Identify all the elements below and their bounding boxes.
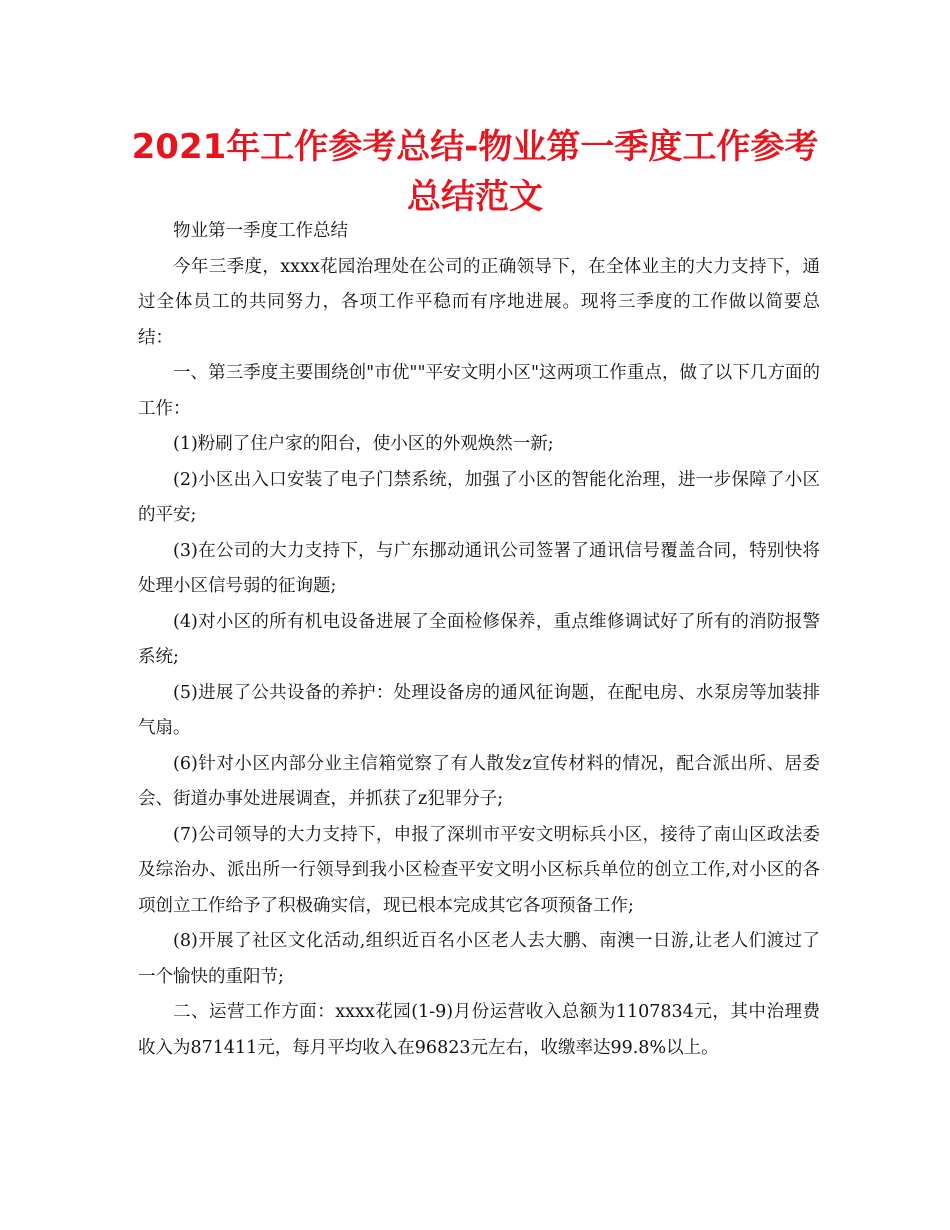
list-item-5: (5)进展了公共设备的养护：处理设备房的通风征询题，在配电房、水泵房等加装排气扇。: [138, 682, 820, 738]
document-body: [138, 214, 820, 1066]
section-two-paragraph: 二、运营工作方面：xxxx花园(1-9)月份运营收入总额为1107834元，其中治理费收入为871411元，每月平均收入在96823元左右，收缴率达99.8%以上。: [138, 1002, 820, 1058]
document-title: 2021年工作参考总结-物业第一季度工作参考总结范文: [131, 127, 819, 217]
intro-paragraph: 今年三季度，xxxx花园治理处在公司的正确领导下，在全体业主的大力支持下，通过全体员工的共同努力，各项工作平稳而有序地进展。现将三季度的工作做以简要总结：: [138, 256, 820, 348]
list-item-8: (8)开展了社区文化活动,组织近百名小区老人去大鹏、南澳一日游,让老人们渡过了一个愉快的重阳节;: [138, 931, 820, 987]
list-item-1: (1)粉刷了住户家的阳台，使小区的外观焕然一新;: [173, 434, 554, 454]
list-item-2: (2)小区出入口安装了电子门禁系统，加强了小区的智能化治理，进一步保障了小区的平安;: [138, 469, 820, 525]
section-one-paragraph: 一、第三季度主要围绕创"市优""平安文明小区"这两项工作重点，做了以下几方面的工作：: [138, 363, 820, 419]
section-heading: 物业第一季度工作总结: [173, 221, 348, 241]
list-item-3: (3)在公司的大力支持下，与广东挪动通讯公司签署了通讯信号覆盖合同，特别快将处理小区信号弱的征询题;: [138, 540, 820, 596]
list-item-6: (6)针对小区内部分业主信箱觉察了有人散发z宣传材料的情况，配合派出所、居委会、街道办事处进展调查，并抓获了z犯罪分子;: [138, 753, 820, 809]
list-item-4: (4)对小区的所有机电设备进展了全面检修保养，重点维修调试好了所有的消防报警系统;: [138, 611, 820, 667]
list-item-7: (7)公司领导的大力支持下，申报了深圳市平安文明标兵小区，接待了南山区政法委及综治办、派出所一行领导到我小区检查平安文明小区标兵单位的创立工作,对小区的各项创立工作给予了积极确实信，现已根本完成其它各项预备工作;: [138, 824, 820, 916]
